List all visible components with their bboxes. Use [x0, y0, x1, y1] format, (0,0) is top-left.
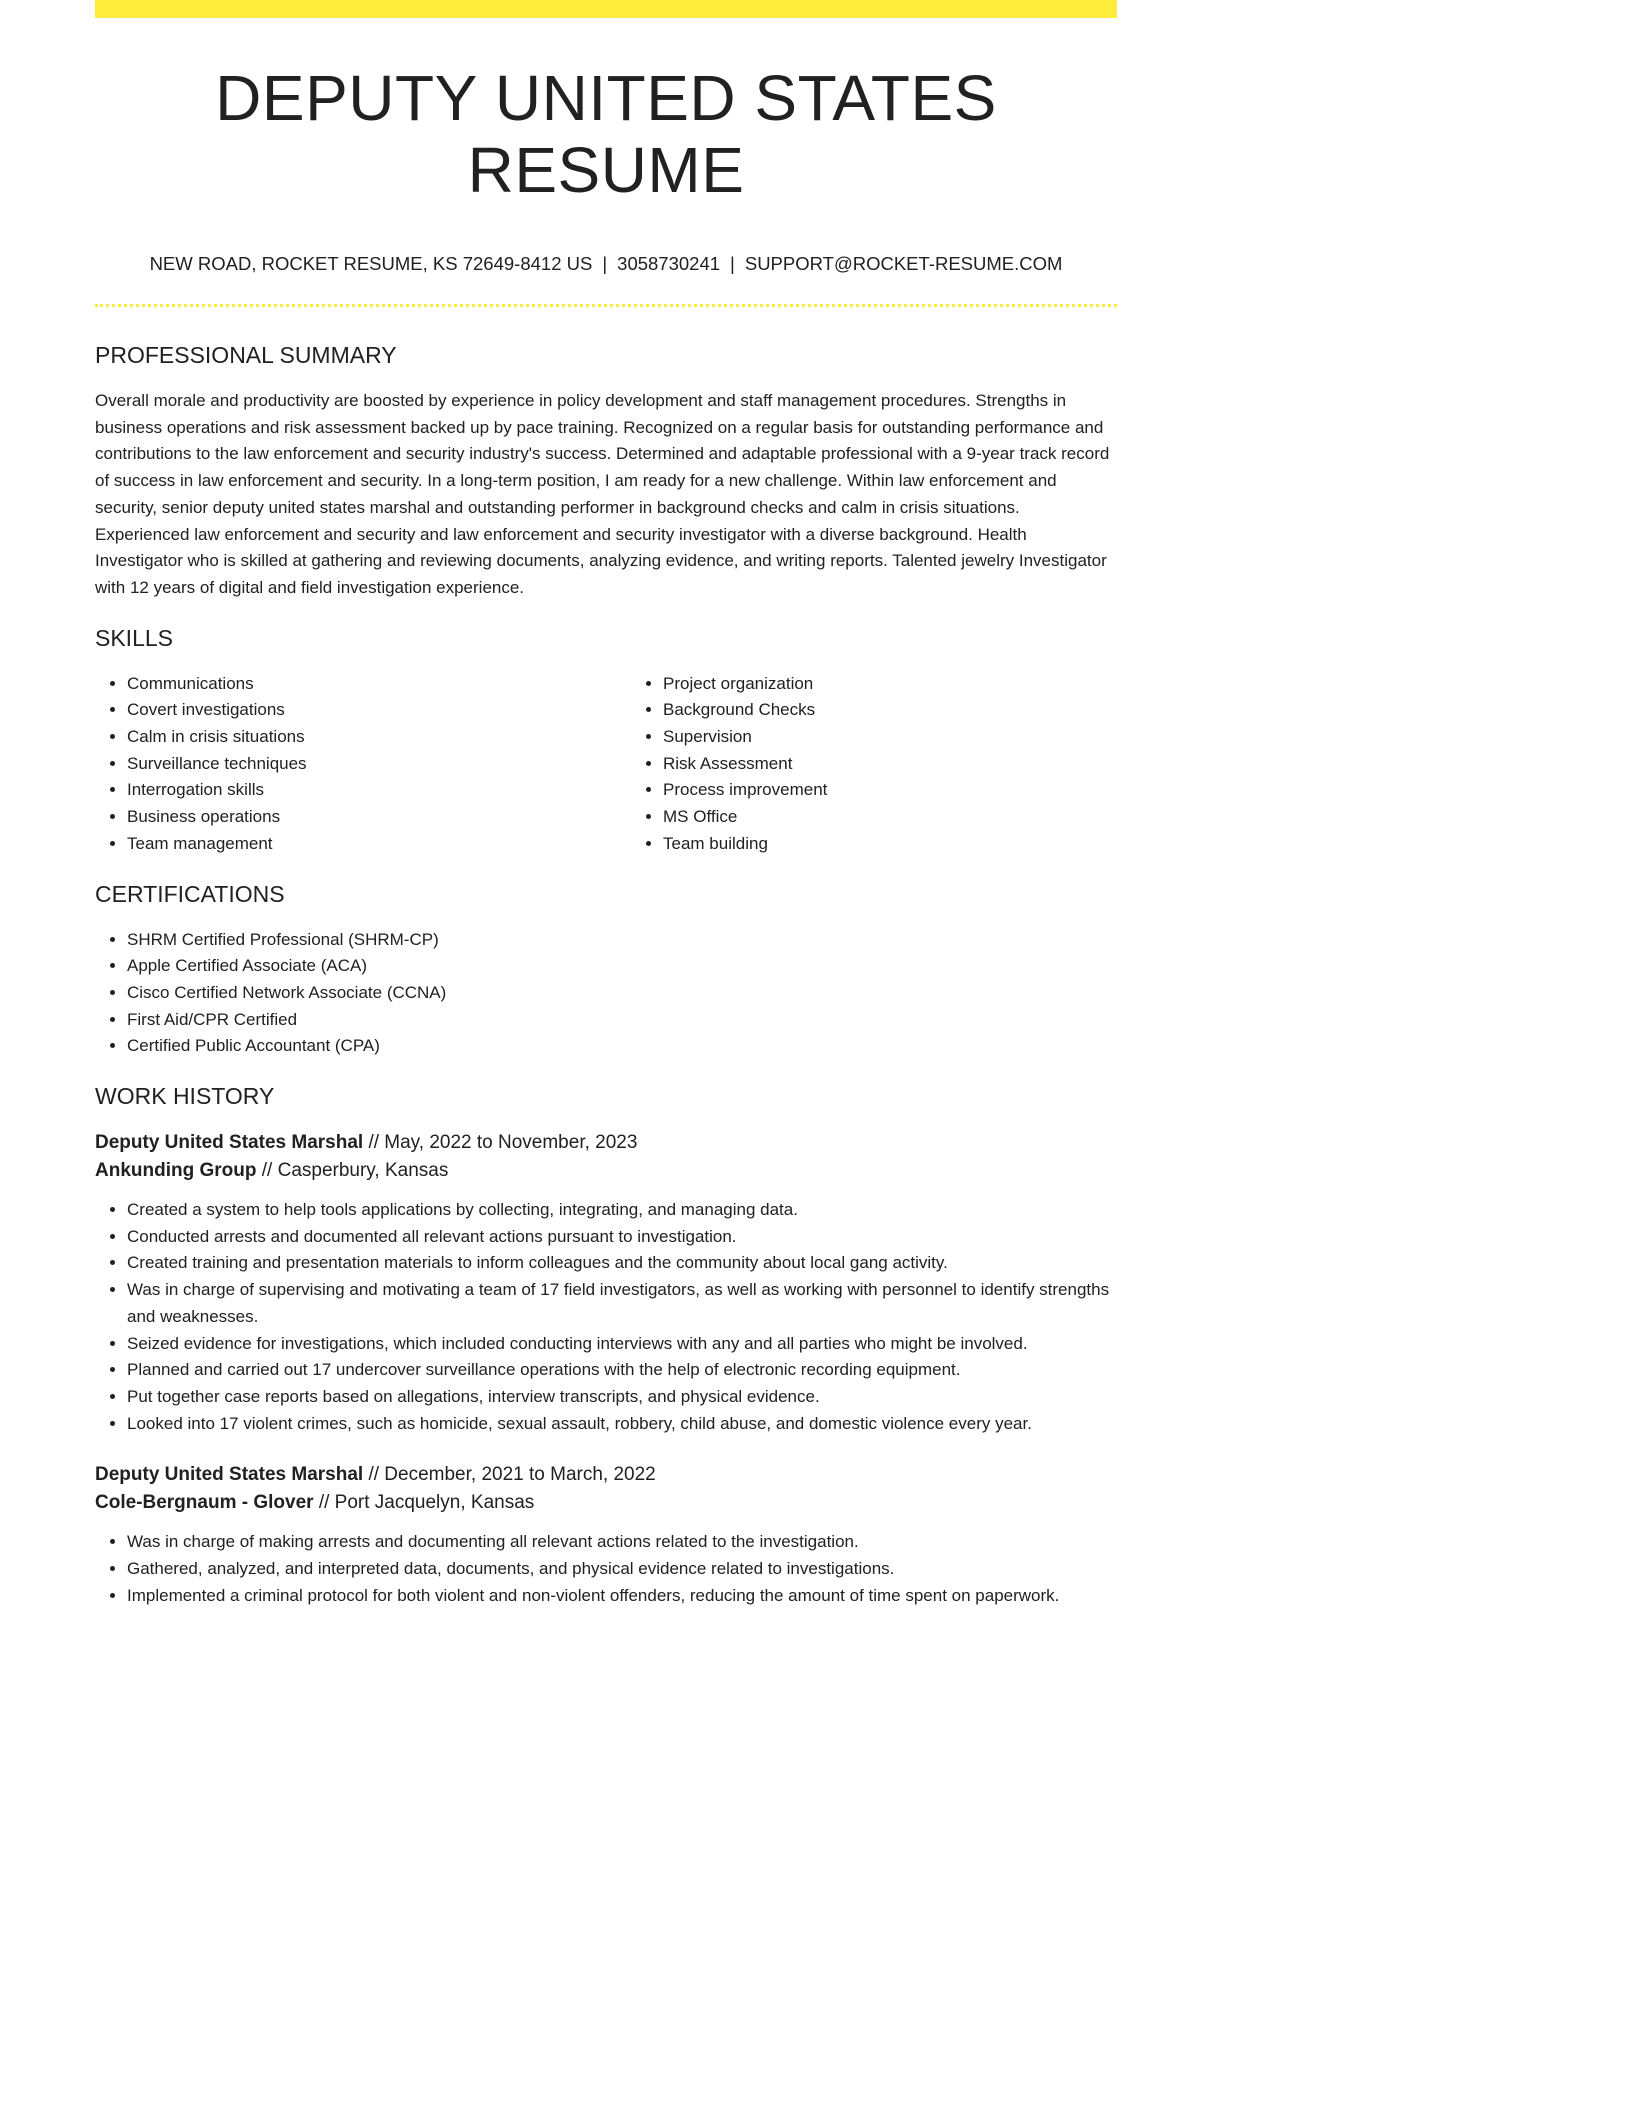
job-bullet: • Looked into 17 violent crimes, such as homicide, sexual assault, robbery, child abuse, and domestic violence every year.: [127, 1411, 1117, 1438]
skill-item: • Surveillance techniques: [127, 751, 631, 778]
job-bullet: • Created training and presentation materials to inform colleagues and the community about local gang activity.: [127, 1250, 1117, 1277]
certification-item: • SHRM Certified Professional (SHRM-CP): [127, 927, 1117, 954]
job-entry: [95, 1129, 1117, 1437]
job-role: Deputy United States Marshal: [95, 1132, 364, 1154]
resume-title: DEPUTY UNITED STATES RESUME: [215, 62, 997, 206]
skill-item: • Interrogation skills: [127, 777, 631, 804]
certification-item: • Apple Certified Associate (ACA): [127, 953, 1117, 980]
skill-item: • Project organization: [663, 671, 1117, 698]
contact-separator: |: [602, 253, 608, 274]
contact-phone: 3058730241: [617, 253, 721, 274]
job-bullet: • Put together case reports based on allegations, interview transcripts, and physical evidence.: [127, 1384, 1117, 1411]
job-bullet: • Gathered, analyzed, and interpreted data, documents, and physical evidence related to investigations.: [127, 1556, 1117, 1583]
certifications-heading: CERTIFICATIONS: [95, 880, 285, 907]
certifications-list: [95, 927, 1117, 1061]
skills-list-right: [631, 671, 1117, 858]
skill-item: • Business operations: [127, 804, 631, 831]
job-company: Cole-Bergnaum - Glover: [95, 1492, 314, 1514]
job-location: // Casperbury, Kansas: [256, 1160, 449, 1182]
certification-item: • Certified Public Accountant (CPA): [127, 1033, 1117, 1060]
skill-item: • Covert investigations: [127, 697, 631, 724]
certification-item: • Cisco Certified Network Associate (CCNA): [127, 980, 1117, 1007]
certification-item: • First Aid/CPR Certified: [127, 1007, 1117, 1034]
job-entry: [95, 1461, 1117, 1609]
job-company-line: [95, 1489, 1117, 1517]
job-dates: // December, 2021 to March, 2022: [363, 1464, 656, 1486]
contact-separator: |: [730, 253, 735, 274]
job-role-line: [95, 1129, 1117, 1157]
job-dates: // May, 2022 to November, 2023: [363, 1132, 638, 1154]
skill-item: • Communications: [127, 671, 631, 698]
job-company-line: [95, 1157, 1117, 1185]
job-bullets: [95, 1529, 1117, 1609]
summary-heading: PROFESSIONAL SUMMARY: [95, 342, 397, 368]
resume-page: [95, 0, 1117, 1610]
skill-item: • Team building: [663, 831, 1117, 858]
contact-line: [95, 252, 1117, 276]
skill-item: • MS Office: [663, 804, 1117, 831]
job-bullet: • Implemented a criminal protocol for both violent and non-violent offenders, reducing the amount of time spent on paperwork.: [127, 1583, 1117, 1610]
job-bullet: • Conducted arrests and documented all relevant actions pursuant to investigation.: [127, 1224, 1117, 1251]
accent-top-bar: [95, 0, 1117, 18]
dotted-divider: [95, 304, 1117, 307]
job-bullet: • Was in charge of supervising and motivating a team of 17 field investigators, as well as working with personnel to identify strengths and weaknesses.: [127, 1277, 1117, 1330]
job-bullets: [95, 1197, 1117, 1437]
summary-text: Overall morale and productivity are boosted by experience in policy development and staff management procedures. Strengths in business operations and risk assessment backed up by pace training. Recognized on a regular basis for outstanding performance and contributions to the law enforcement and security industry's success. Determined and adaptable professional with a 9-year track record of success in law enforcement and security. In a long-term position, I am ready for a new challenge. Within law enforcement and security, senior deputy united states marshal and outstanding performer in background checks and calm in crisis situations. Experienced law enforcement and security and law enforcement and security investigator with a diverse background. Health Investigator who is skilled at gathering and reviewing documents, analyzing evidence, and writing reports. Talented jewelry Investigator with 12 years of digital and field investigation experience.: [95, 391, 1110, 597]
skill-item: • Supervision: [663, 724, 1117, 751]
skills-heading: SKILLS: [95, 624, 173, 651]
skill-item: • Risk Assessment: [663, 751, 1117, 778]
job-bullet: • Was in charge of making arrests and documenting all relevant actions related to the investigation.: [127, 1529, 1117, 1556]
skill-item: • Background Checks: [663, 697, 1117, 724]
contact-address: NEW ROAD, ROCKET RESUME, KS 72649-8412 US: [149, 253, 593, 274]
work-history-heading: WORK HISTORY: [95, 1083, 275, 1110]
skill-item: • Calm in crisis situations: [127, 724, 631, 751]
job-location: // Port Jacquelyn, Kansas: [313, 1492, 535, 1514]
skill-item: • Team management: [127, 831, 631, 858]
skills-list-left: [95, 671, 631, 858]
job-role-line: [95, 1461, 1117, 1489]
job-bullet: • Seized evidence for investigations, which included conducting interviews with any and all parties who might be involved.: [127, 1331, 1117, 1358]
skills-columns: [95, 671, 1117, 858]
job-bullet: • Planned and carried out 17 undercover surveillance operations with the help of electronic recording equipment.: [127, 1357, 1117, 1384]
skill-item: • Process improvement: [663, 777, 1117, 804]
job-company: Ankunding Group: [95, 1160, 257, 1182]
job-bullet: • Created a system to help tools applications by collecting, integrating, and managing data.: [127, 1197, 1117, 1224]
contact-email: SUPPORT@ROCKET-RESUME.COM: [744, 253, 1063, 274]
job-role: Deputy United States Marshal: [95, 1464, 364, 1486]
